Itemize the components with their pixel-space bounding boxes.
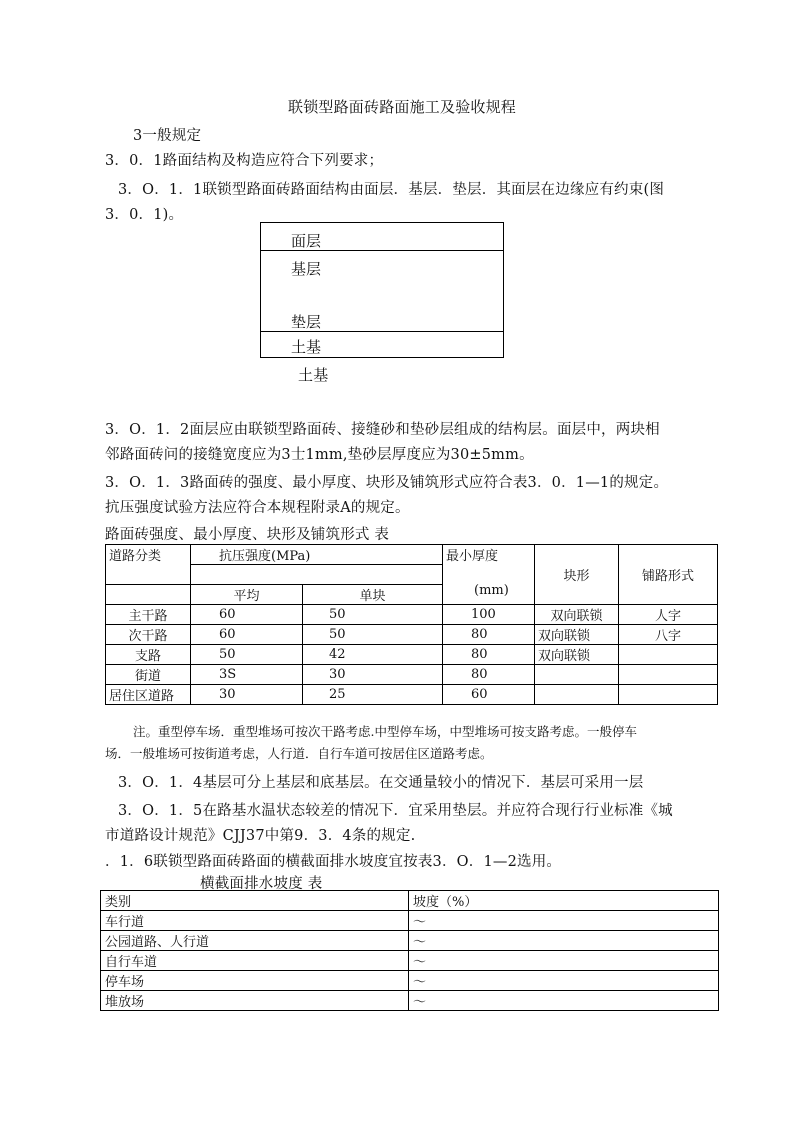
layer-base-label: 基层 [291, 260, 322, 278]
document-title: 联锁型路面砖路面施工及验收规程 [288, 98, 517, 116]
table-row [101, 991, 719, 1011]
cell-paving: 人字 [619, 605, 718, 625]
table-row [106, 625, 718, 645]
header-min-thickness [443, 545, 535, 605]
cell-slope: ～ [409, 931, 719, 951]
cell-road: 支路 [106, 645, 191, 665]
cell-category: 停车场 [101, 971, 409, 991]
paragraph-3-0-1-3: 3．O．1．3路面砖的强度、最小厚度、块形及铺筑形式应符合表3．0．1—1的规定。 [105, 475, 669, 491]
header-min-thickness-unit: (mm) [474, 583, 509, 598]
cell-average: 30 [191, 685, 303, 705]
layer-surface-label: 面层 [291, 232, 322, 250]
cell-single: 30 [303, 665, 443, 685]
cell-average: 50 [191, 645, 303, 665]
cell-min: 80 [443, 645, 535, 665]
cell-min: 80 [443, 665, 535, 685]
cell-single: 50 [303, 625, 443, 645]
table-row [106, 685, 718, 705]
cell-road: 主干路 [106, 605, 191, 625]
cell-category: 自行车道 [101, 951, 409, 971]
header-slope: 坡度（%） [409, 891, 719, 911]
cell-category: 车行道 [101, 911, 409, 931]
header-blank [106, 585, 191, 605]
table-row [106, 665, 718, 685]
layer-subgrade-label: 土基 [291, 338, 322, 356]
header-strength: 抗压强度(MPa) [191, 545, 443, 565]
paragraph-3-0-1-2-cont: 邻路面砖问的接缝宽度应为3士1mm,垫砂层厚度应为30±5mm。 [105, 447, 534, 463]
cell-average: 60 [191, 625, 303, 645]
cell-shape: 双向联锁 [535, 625, 619, 645]
table1-note: 注。重型停车场．重型堆场可按次干路考虑.中型停车场，中型堆场可按支路考虑。一般停车 [133, 724, 637, 739]
drainage-slope-table [100, 890, 719, 1011]
header-paving-form: 铺路形式 [619, 545, 718, 605]
header-average: 平均 [191, 585, 303, 605]
cell-shape: 双向联锁 [535, 645, 619, 665]
paragraph-3-0-1-6: ．1．6联锁型路面砖路面的横截面排水坡度宜按表3．O．1—2选用。 [105, 854, 562, 870]
cell-single: 25 [303, 685, 443, 705]
cell-slope: ～ [409, 991, 719, 1011]
layer-divider [261, 331, 503, 332]
paragraph-3-0-1-5: 3．O．1．5在路基水温状态较差的情况下．宜采用垫层。并应符合现行行业标准《城 [118, 803, 673, 819]
table1-caption: 路面砖强度、最小厚度、块形及铺筑形式 表 [105, 527, 390, 543]
cell-average: 3S [191, 665, 303, 685]
header-single: 单块 [303, 585, 443, 605]
paragraph-3-0-1-2: 3．O．1．2面层应由联锁型路面砖、接缝砂和垫砂层组成的结构层。面层中，两块相 [105, 422, 660, 438]
layer-divider [261, 250, 503, 251]
cell-min: 100 [443, 605, 535, 625]
cell-slope: ～ [409, 911, 719, 931]
header-block-shape: 块形 [535, 545, 619, 605]
cell-paving [619, 685, 718, 705]
strength-table [105, 544, 718, 705]
header-road-class: 道路分类 [106, 545, 191, 585]
header-strength-spacer [191, 565, 443, 585]
cell-slope: ～ [409, 951, 719, 971]
cell-road: 次干路 [106, 625, 191, 645]
table-row [106, 605, 718, 625]
paragraph-3-0-1-5-cont: 市道路设计规范》CJJ37中第9．3．4条的规定. [105, 828, 416, 844]
cell-shape [535, 685, 619, 705]
table-row [106, 645, 718, 665]
cell-average: 60 [191, 605, 303, 625]
table-row [101, 931, 719, 951]
cell-category: 堆放场 [101, 991, 409, 1011]
cell-single: 50 [303, 605, 443, 625]
cell-road: 街道 [106, 665, 191, 685]
paragraph-3-0-1-1-cont: 3．0．1)。 [105, 207, 184, 223]
cell-min: 60 [443, 685, 535, 705]
header-min-thickness-label: 最小厚度 [446, 549, 499, 564]
cell-category: 公园道路、人行道 [101, 931, 409, 951]
cell-shape [535, 665, 619, 685]
cell-single: 42 [303, 645, 443, 665]
table-row [101, 971, 719, 991]
pavement-structure-diagram [260, 222, 504, 358]
cell-paving [619, 645, 718, 665]
cell-paving [619, 665, 718, 685]
diagram-below-label: 土基 [298, 366, 329, 384]
table2-caption: 横截面排水坡度 表 [200, 876, 323, 892]
cell-slope: ～ [409, 971, 719, 991]
cell-shape: 双向联锁 [535, 605, 619, 625]
cell-min: 80 [443, 625, 535, 645]
table-row [101, 911, 719, 931]
paragraph-3-0-1-4: 3．O．1．4基层可分上基层和底基层。在交通量较小的情况下．基层可采用一层 [118, 775, 644, 791]
table-row [101, 951, 719, 971]
table1-note-cont: 场．一般堆场可按街道考虑，人行道．自行车道可按居住区道路考虑。 [105, 746, 493, 761]
header-category: 类别 [101, 891, 409, 911]
cell-road: 居住区道路 [106, 685, 191, 705]
paragraph-3-0-1-1: 3．O．1．1联锁型路面砖路面结构由面层．基层．垫层．其面层在边缘应有约束(图 [118, 182, 665, 198]
paragraph-3-0-1-3-cont: 抗压强度试验方法应符合本规程附录A的规定。 [105, 500, 410, 516]
paragraph-3-0-1: 3．0．1路面结构及构造应符合下列要求； [105, 153, 384, 169]
layer-cushion-label: 垫层 [291, 313, 322, 331]
section-heading: 3一般规定 [133, 128, 202, 144]
cell-paving: 八字 [619, 625, 718, 645]
